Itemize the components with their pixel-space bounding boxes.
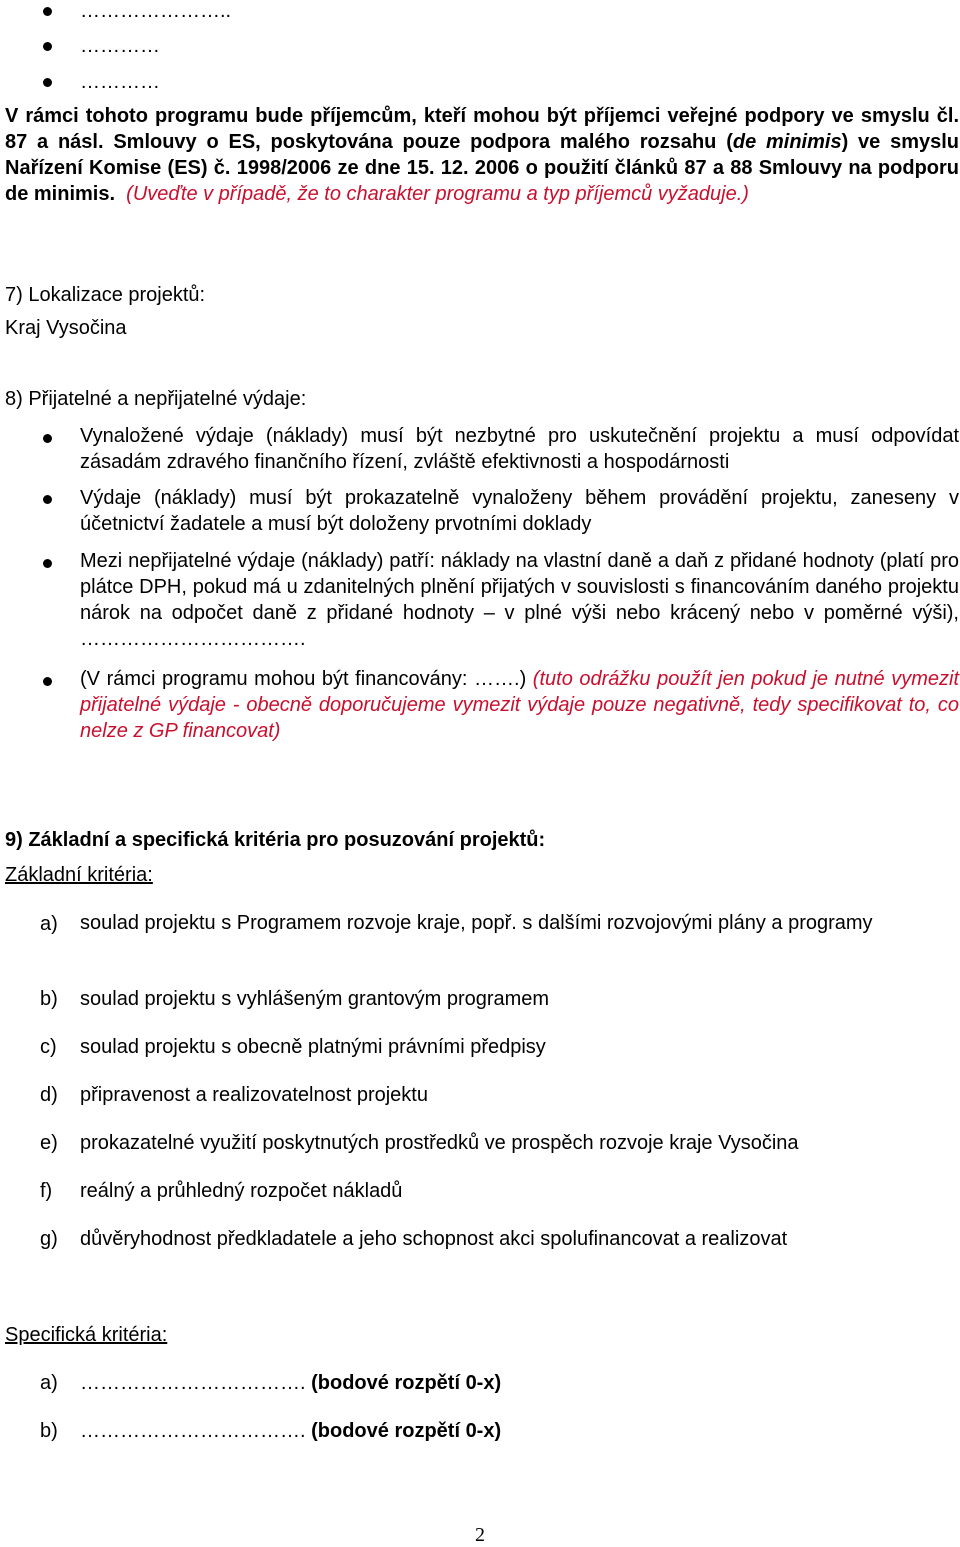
specific-criterion-marker: b) [40, 1420, 58, 1442]
specific-criterion-text [80, 1372, 959, 1395]
criterion-marker: e) [40, 1132, 58, 1154]
expense-rule-item: Výdaje (náklady) musí být prokazatelně vynaloženy během provádění projektu, zaneseny v účetnictví žadatele a musí být doloženy prvotními doklady [80, 487, 959, 535]
criterion-marker: a) [40, 913, 58, 935]
criterion-marker: c) [40, 1036, 57, 1058]
placeholder-bullet-text: ………………….. [80, 0, 232, 22]
specific-criterion-marker: a) [40, 1372, 58, 1394]
de-minimis-text-2: ) ve smyslu Nařízení Komise (ES) č. 1998/2006 ze dne 15. 12. 2006 o použití článků 87 a 88 Smlouvy na podporu de minimis. [5, 131, 959, 205]
expense-rule-item: Mezi nepřijatelné výdaje (náklady) patří: náklady na vlastní daně a daň z přidané hodnoty (platí pro plátce DPH, pokud má u zdanitelných plnění přijatých v souvislosti s financováním daného projektu nárok na odpočet daně z přidané hodnoty – v plné výši nebo krácený nebo v poměrné výši), ……………………………. [80, 550, 959, 650]
criterion-marker: g) [40, 1228, 58, 1250]
bullet-icon [43, 42, 52, 51]
de-minimis-note: (Uveďte v případě, že to charakter programu a typ příjemců vyžaduje.) [126, 183, 749, 205]
placeholder-bullet-text: ………… [80, 71, 160, 93]
criterion-marker: d) [40, 1084, 58, 1106]
specific-criterion-text [80, 1420, 959, 1443]
basic-criteria-label [5, 864, 959, 887]
specific-criterion-range: (bodové rozpětí 0-x) [305, 1372, 502, 1394]
bullet-icon [43, 7, 52, 16]
bullet-icon [43, 495, 52, 504]
eligible-expenses-item [80, 666, 959, 744]
specific-criterion-range: (bodové rozpětí 0-x) [305, 1420, 502, 1442]
bullet-icon [43, 559, 52, 568]
eligible-expenses-text: (V rámci programu mohou být financovány: …….) [80, 668, 527, 690]
criterion-marker: f) [40, 1180, 53, 1202]
de-minimis-term: de minimis [732, 131, 842, 153]
criterion-text: reálný a průhledný rozpočet nákladů [80, 1180, 403, 1202]
specific-criteria-label-text: Specifická kritéria: [5, 1324, 168, 1346]
criterion-text: soulad projektu s Programem rozvoje kraje, popř. s dalšími rozvojovými plány a programy [80, 912, 873, 934]
section-7-value: Kraj Vysočina [5, 317, 127, 339]
specific-criterion-dots: ……………………………. [80, 1420, 306, 1442]
placeholder-bullet-text: ………… [80, 35, 160, 57]
criterion-text: důvěryhodnost předkladatele a jeho schopnost akci spolufinancovat a realizovat [80, 1228, 788, 1250]
criterion-text: soulad projektu s vyhlášeným grantovým programem [80, 988, 550, 1010]
criterion-text: připravenost a realizovatelnost projektu [80, 1084, 428, 1106]
bullet-icon [43, 677, 52, 686]
criterion-marker: b) [40, 988, 58, 1010]
expense-rule-item: Vynaložené výdaje (náklady) musí být nezbytné pro uskutečnění projektu a musí odpovídat zásadám zdravého finančního řízení, zvláště efektivnosti a hospodárnosti [80, 425, 959, 473]
criterion-text: prokazatelné využití poskytnutých prostředků ve prospěch rozvoje kraje Vysočina [80, 1132, 799, 1154]
de-minimis-text-1: V rámci tohoto programu bude příjemcům, kteří mohou být příjemci veřejné podpory ve smyslu čl. 87 a násl. Smlouvy o ES, poskytována pouze podpora malého rozsahu ( [5, 105, 959, 153]
section-7-heading: 7) Lokalizace projektů: [5, 284, 206, 306]
section-9-heading: 9) Základní a specifická kritéria pro posuzování projektů: [5, 829, 546, 851]
bullet-icon [43, 78, 52, 87]
eligible-expenses-note: (tuto odrážku použít jen pokud je nutné vymezit přijatelné výdaje - obecně doporučujeme vymezit výdaje pouze negativně, tedy specifikovat to, co nelze z GP financovat) [80, 668, 960, 742]
page-number: 2 [475, 1524, 485, 1546]
criterion-text: soulad projektu s obecně platnými právními předpisy [80, 1036, 546, 1058]
specific-criteria-label [5, 1324, 959, 1347]
basic-criteria-label-text: Základní kritéria: [5, 864, 153, 886]
section-8-heading: 8) Přijatelné a nepřijatelné výdaje: [5, 388, 307, 410]
de-minimis-paragraph [5, 103, 959, 207]
specific-criterion-dots: ……………………………. [80, 1372, 306, 1394]
bullet-icon [43, 434, 52, 443]
